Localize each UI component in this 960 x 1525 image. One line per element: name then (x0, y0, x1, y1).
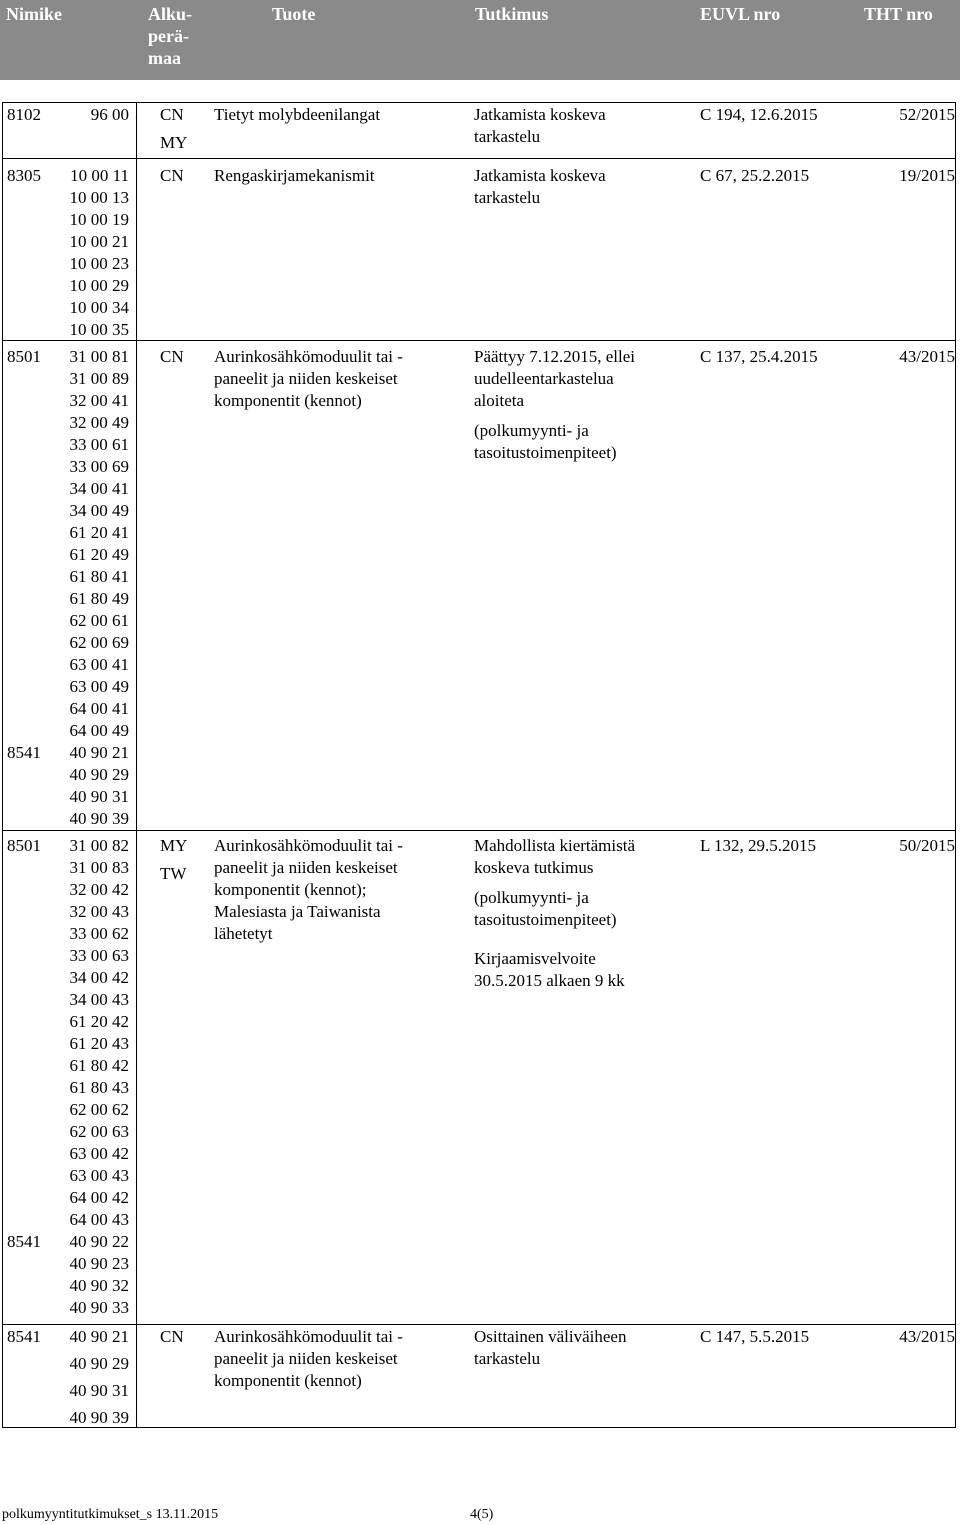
tht-number: 43/2015 (899, 1327, 955, 1346)
header-alkuperamaa: Alku- perä- maa (148, 4, 193, 68)
euvl-reference: L 132, 29.5.2015 (700, 836, 817, 855)
footer-page-number: 4(5) (470, 1507, 494, 1522)
row-divider (2, 158, 956, 159)
header-tuote: Tuote (272, 4, 316, 24)
row-divider (2, 1324, 956, 1325)
cn-codes: 8305 10 00 11 10 00 13 10 00 19 10 00 21 10 00 23 10 00 29 10 00 34 10 00 35 (7, 166, 129, 339)
euvl-reference: C 194, 12.6.2015 (700, 105, 818, 124)
header-tutkimus: Tutkimus (475, 4, 549, 24)
origin-countries: CN (160, 1327, 184, 1346)
header-nimike: Nimike (6, 4, 62, 24)
header-tht-nro: THT nro (864, 4, 933, 24)
cn-codes: 8501 31 00 81 31 00 89 32 00 41 32 00 49 33 00 61 33 00 69 34 00 41 34 00 49 61 20 41 61 20 49 61 80 41 61 80 49 62 00 61 62 00 69 63 00 41 63 00 49 64 00 41 64 00 49 8541 40 90 21 40 90 29 40 90 31 40 90 39 (7, 347, 129, 828)
cn-codes: 8501 31 00 82 31 00 83 32 00 42 32 00 43 33 00 62 33 00 63 34 00 42 34 00 43 61 20 42 61 20 43 61 80 42 61 80 43 62 00 62 62 00 63 63 00 42 63 00 43 64 00 42 64 00 43 8541 40 90 22 40 90 23 40 90 32 40 90 33 (7, 836, 129, 1317)
origin-countries: CN (160, 166, 184, 185)
product-text: Aurinkosähkömoduulit tai - paneelit ja niiden keskeiset komponentit (kennot) (214, 1327, 403, 1390)
investigation-text: Osittainen väliväiheen tarkastelu (474, 1327, 627, 1368)
tht-number: 19/2015 (899, 166, 955, 185)
cn-codes: 8541 40 90 21 40 90 29 40 90 31 40 90 39 (7, 1327, 129, 1427)
euvl-reference: C 147, 5.5.2015 (700, 1327, 810, 1346)
origin-countries: CN MY (160, 105, 188, 152)
origin-countries: CN (160, 347, 184, 366)
row-divider (2, 830, 956, 831)
product-text: Aurinkosähkömoduulit tai - paneelit ja niiden keskeiset komponentit (kennot) (214, 347, 403, 410)
investigation-text: Päättyy 7.12.2015, ellei uudelleentarkastelua aloiteta (polkumyynti- ja tasoitustoimenpiteet) (474, 347, 636, 462)
product-text: Rengaskirjamekanismit (214, 166, 375, 185)
investigation-text: Jatkamista koskeva tarkastelu (474, 166, 606, 207)
product-text: Aurinkosähkömoduulit tai - paneelit ja niiden keskeiset komponentit (kennot); Malesiasta ja Taiwanista lähetetyt (214, 836, 403, 943)
header-euvl-nro: EUVL nro (700, 4, 781, 24)
tht-number: 43/2015 (899, 347, 955, 366)
product-text: Tietyt molybdeenilangat (214, 105, 381, 124)
origin-countries: MY TW (160, 836, 188, 883)
euvl-reference: C 67, 25.2.2015 (700, 166, 810, 185)
tht-number: 52/2015 (899, 105, 955, 124)
tht-number: 50/2015 (899, 836, 955, 855)
cn-codes: 8102 96 00 (7, 105, 129, 124)
footer-filename: polkumyyntitutkimukset_s 13.11.2015 (2, 1507, 219, 1522)
investigation-text: Jatkamista koskeva tarkastelu (474, 105, 606, 146)
table-frame (2, 102, 956, 1428)
column-divider (136, 102, 137, 1428)
table-header (0, 0, 960, 80)
investigation-text: Mahdollista kiertämistä koskeva tutkimus (polkumyynti- ja tasoitustoimenpiteet) Kirjaamisvelvoite 30.5.2015 alkaen 9 kk (474, 836, 635, 990)
row-divider (2, 340, 956, 341)
euvl-reference: C 137, 25.4.2015 (700, 347, 818, 366)
